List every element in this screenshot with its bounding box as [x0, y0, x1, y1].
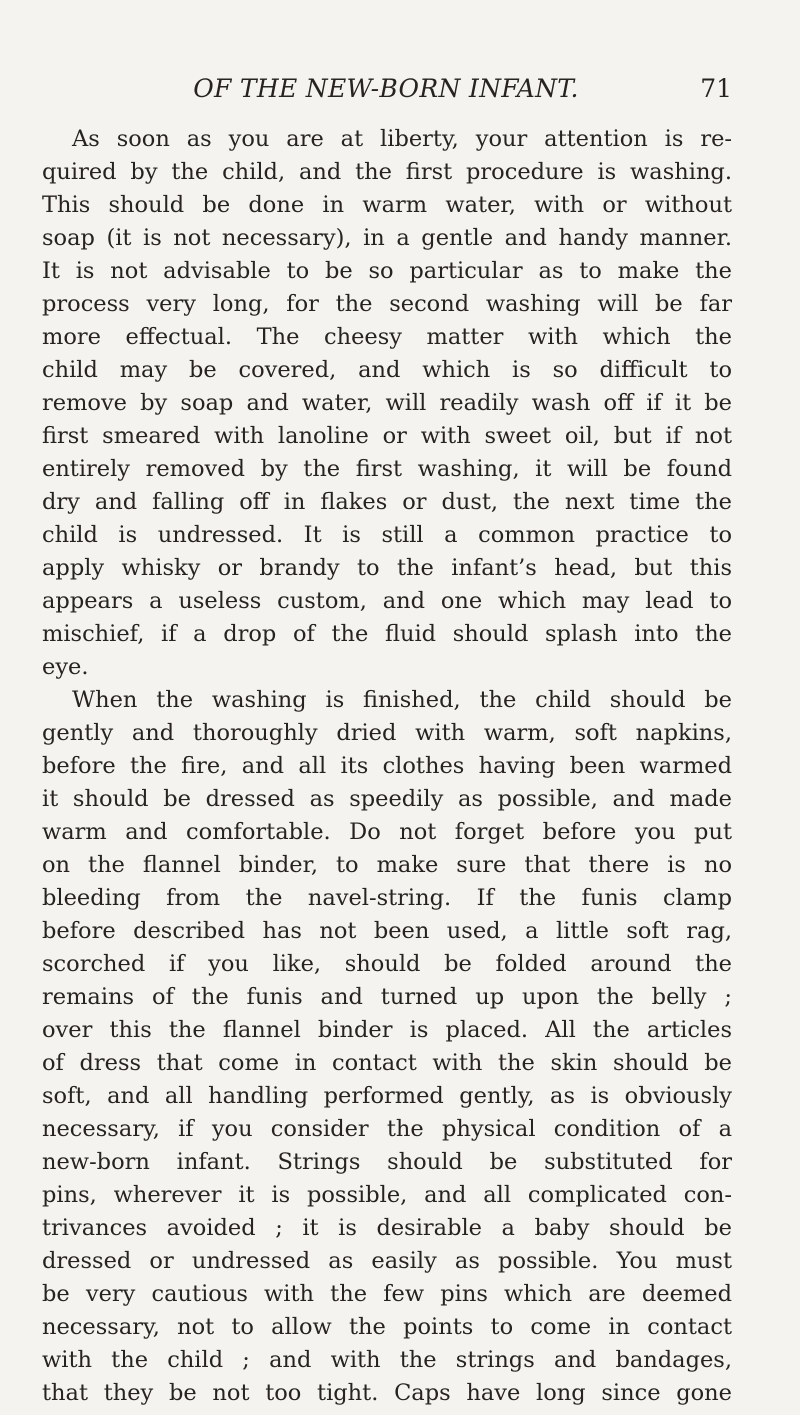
text-line: quired by the child, and the first procedure is washing. — [42, 159, 732, 185]
paragraph — [42, 684, 732, 1410]
text-line: remains of the funis and turned up upon the belly ; — [42, 984, 732, 1010]
text-line: child may be covered, and which is so difficult to — [42, 357, 732, 383]
text-line: dressed or undressed as easily as possible. You must — [42, 1248, 732, 1274]
text-line: As soon as you are at liberty, your attention is re- — [72, 126, 732, 152]
text-line: with the child ; and with the strings and bandages, — [42, 1347, 732, 1373]
text-line: apply whisky or brandy to the infant’s head, but this — [42, 555, 732, 581]
running-title: OF THE NEW-BORN INFANT. — [193, 74, 579, 103]
text-line: more effectual. The cheesy matter with which the — [42, 324, 732, 350]
text-line: mischief, if a drop of the fluid should splash into the — [42, 621, 732, 647]
text-line: first smeared with lanoline or with sweet oil, but if not — [42, 423, 732, 449]
text-line: gently and thoroughly dried with warm, soft napkins, — [42, 720, 732, 746]
text-line: child is undressed. It is still a common practice to — [42, 522, 732, 548]
text-line: warm and comfortable. Do not forget before you put — [42, 819, 732, 845]
text-line: be very cautious with the few pins which are deemed — [42, 1281, 732, 1307]
body-text — [42, 123, 732, 1410]
text-line: before described has not been used, a little soft rag, — [42, 918, 732, 944]
text-line: dry and falling off in flakes or dust, the next time the — [42, 489, 732, 515]
text-line: This should be done in warm water, with or without — [42, 192, 732, 218]
text-line: that they be not too tight. Caps have long since gone — [42, 1380, 732, 1406]
text-line: appears a useless custom, and one which may lead to — [42, 588, 732, 614]
text-line: process very long, for the second washing will be far — [42, 291, 732, 317]
text-line: on the flannel binder, to make sure that there is no — [42, 852, 732, 878]
text-line: soft, and all handling performed gently, as is obviously — [42, 1083, 732, 1109]
text-line: new-born infant. Strings should be substituted for — [42, 1149, 732, 1175]
text-line: of dress that come in contact with the skin should be — [42, 1050, 732, 1076]
text-line: entirely removed by the first washing, it will be found — [42, 456, 732, 482]
paragraph — [42, 123, 732, 684]
text-line: It is not advisable to be so particular as to make the — [42, 258, 732, 284]
text-line: bleeding from the navel-string. If the funis clamp — [42, 885, 732, 911]
text-line: before the fire, and all its clothes having been warmed — [42, 753, 732, 779]
text-line: eye. — [42, 654, 89, 680]
text-line: necessary, if you consider the physical condition of a — [42, 1116, 732, 1142]
running-head — [40, 74, 732, 114]
text-line: trivances avoided ; it is desirable a baby should be — [42, 1215, 732, 1241]
text-line: it should be dressed as speedily as possible, and made — [42, 786, 732, 812]
text-line: soap (it is not necessary), in a gentle and handy manner. — [42, 225, 732, 251]
text-line: necessary, not to allow the points to come in contact — [42, 1314, 732, 1340]
text-line: When the washing is finished, the child should be — [72, 687, 732, 713]
page-number: 71 — [700, 74, 732, 103]
text-line: pins, wherever it is possible, and all complicated con- — [42, 1182, 732, 1208]
text-line: scorched if you like, should be folded around the — [42, 951, 732, 977]
text-line: remove by soap and water, will readily wash off if it be — [42, 390, 732, 416]
text-line: over this the flannel binder is placed. All the articles — [42, 1017, 732, 1043]
